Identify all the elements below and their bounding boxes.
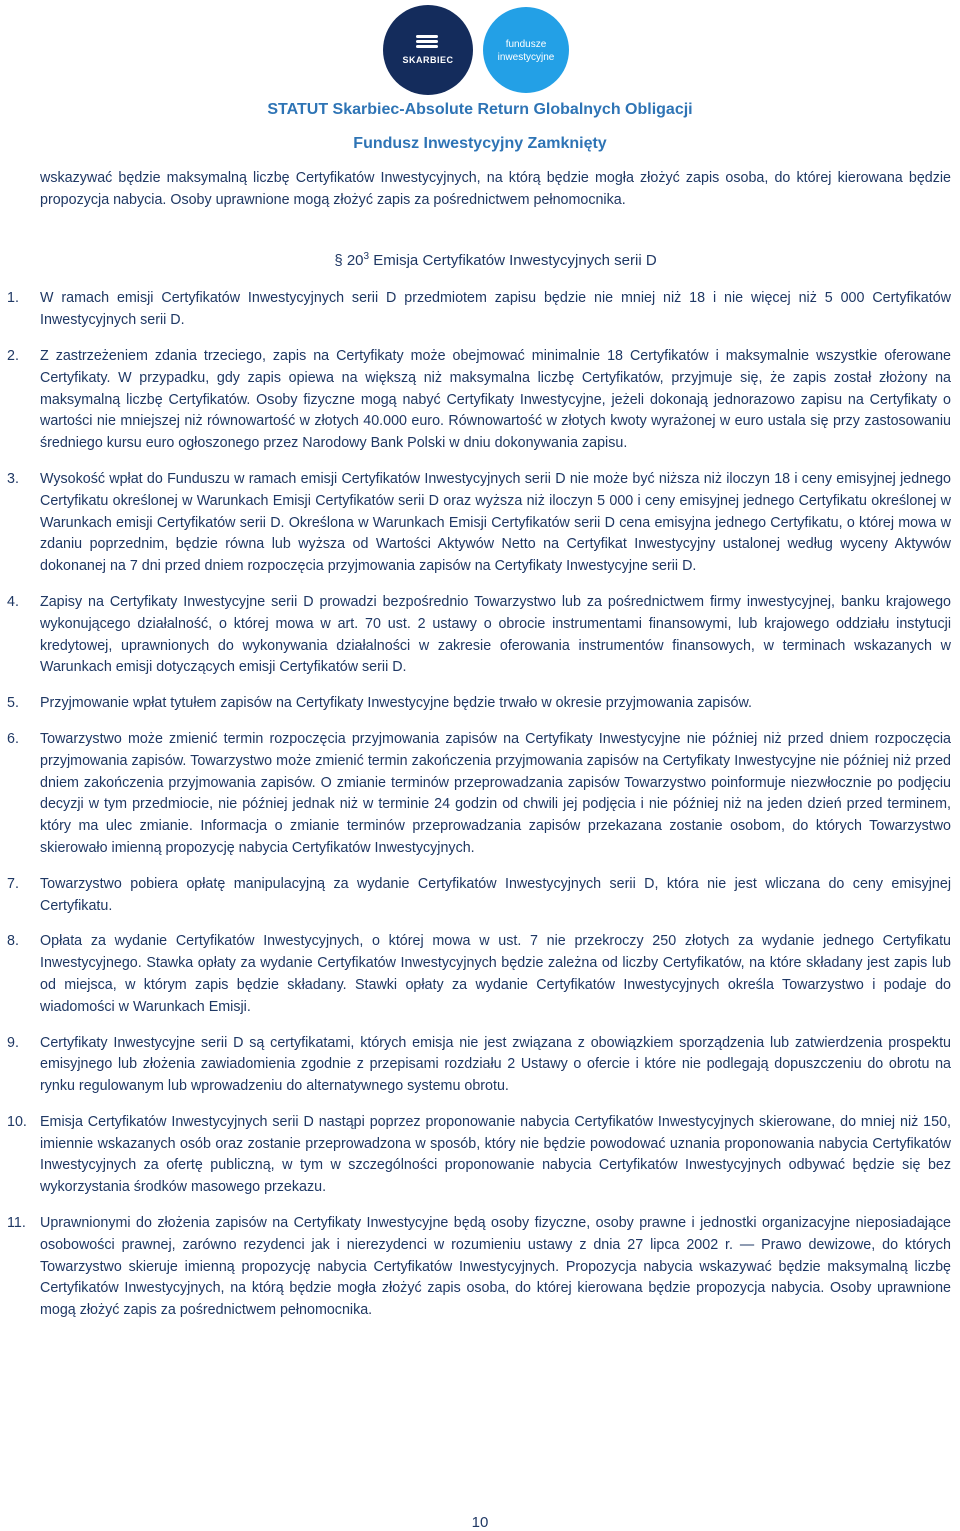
item-number: 5. — [7, 695, 19, 712]
skarbiec-mark-icon — [416, 35, 438, 49]
list-item — [7, 931, 951, 1018]
section-symbol: § — [334, 251, 343, 269]
item-text: Z zastrzeżeniem zdania trzeciego, zapis na Certyfikaty może obejmować minimalnie 18 Certyfikatów i maksymalnie wszystkie oferowane Certyfikaty. W przypadku, gdy zapis opiewa na większą niż maksymalna liczbę Certyfikatów, przyjmuje się, że zapis został złożony na maksymalną liczbę Certyfikatów. Osoby fizyczne mogą nabyć Certyfikaty Inwestycyjne, jeżeli dokonają jednorazowo zapisu na Certyfikaty o wartości nie mniejszej niż równowartość w złotych 40.000 euro. Równowartość w złotych kwoty wyrażonej w euro ustala się przy zastosowaniu średniego kursu euro ogłoszonego przez Narodowy Bank Polski w dniu dokonywania zapisu. — [40, 347, 951, 452]
item-number: 3. — [7, 470, 19, 487]
item-number: 10. — [7, 1113, 27, 1130]
section-title: Emisja Certyfikatów Inwestycyjnych serii D — [373, 251, 657, 269]
document-title: STATUT Skarbiec-Absolute Return Globalnych Obligacji — [267, 101, 693, 118]
fundusze-logo — [483, 7, 569, 93]
item-number: 6. — [7, 730, 19, 747]
skarbiec-brand-text: SKARBIEC — [402, 55, 454, 65]
item-number: 1. — [7, 290, 19, 307]
list-item — [7, 693, 951, 715]
list-item — [7, 346, 951, 455]
list-item — [7, 592, 951, 679]
item-text: Uprawnionymi do złożenia zapisów na Certyfikaty Inwestycyjne będą osoby fizyczne, osoby prawne i jednostki organizacyjne nieposiadające osobowości prawnej, zarówno rezydenci jak i nierezydenci w rozumieniu ustawy z dnia 27 lipca 2002 r. — Prawo dewizowe, do których Towarzystwo skieruje imienną propozycję nabycia Certyfikatów Inwestycyjnych. Propozycja nabycia wskazywać będzie maksymalną liczbę Certyfikatów Inwestycyjnych, na którą będzie mogła złożyć zapis osoba, do której kierowana będzie propozycja nabycia. Osoby uprawnione mogą złożyć zapis za pośrednictwem pełnomocnika. — [40, 1215, 951, 1319]
item-number: 9. — [7, 1034, 19, 1051]
item-number: 8. — [7, 933, 19, 950]
inwestycyjne-text: inwestycyjne — [497, 52, 555, 63]
section-heading — [40, 250, 951, 272]
item-text: Wysokość wpłat do Funduszu w ramach emisji Certyfikatów Inwestycyjnych serii D nie może być niższa niż iloczyn 18 i ceny emisyjnej jednego Certyfikatu określonej w Warunkach Emisji Certyfikatów serii D oraz wyższa niż iloczyn 5 000 i ceny emisyjnej jednego Certyfikatu określonej w Warunkach emisji Certyfikatów serii D. Określona w Warunkach Emisji Certyfikatów serii D cena emisyjna jednego Certyfikatu, o której mowa w zdaniu poprzednim, będzie równa lub wyższa od Wartości Aktywów Netto na Certyfikat Inwestycyjny ustalonej według wyceny Aktywów dokonanej na 7 dni przed dniem rozpoczęcia przyjmowania zapisów na Certyfikaty Inwestycyjne serii D. — [40, 470, 951, 575]
item-text: Towarzystwo może zmienić termin rozpoczęcia przyjmowania zapisów na Certyfikaty Inwestycyjne nie później niż przed dniem rozpoczęcia przyjmowania zapisów. Towarzystwo może zmienić termin zakończenia przyjmowania zapisów na Certyfikaty Inwestycyjne nie później niż przed dniem zakończenia przyjmowania zapisów. O zmianie terminów przeprowadzania zapisów Towarzystwo poinformuje niezwłocznie po podjęciu decyzji w tym przedmiocie, nie później jednak niż w terminie 24 godzin od chwili jej podjęcia i nie później niż na jeden dzień przed terminem, który ma ulec zmianie. Informacja o zmianie terminów przeprowadzania zapisów przekazana zostanie osobom, do których Towarzystwo skierowało imienną propozycję nabycia Certyfikatów Inwestycyjnych. — [40, 730, 951, 856]
list-item — [7, 1112, 951, 1199]
skarbiec-logo — [383, 5, 473, 95]
item-number: 2. — [7, 347, 19, 364]
item-text: Opłata za wydanie Certyfikatów Inwestycyjnych, o której mowa w ust. 7 nie przekroczy 250 złotych za wydanie jednego Certyfikatu Inwestycyjnego. Stawka opłaty za wydanie Certyfikatów Inwestycyjnych będzie zależna od liczby Certyfikatów, na które składany jest zapis lub od miejsca, w którym zapis będzie składany. Stawki opłaty za wydanie Certyfikatów Inwestycyjnych określa Towarzystwo i podaje do wiadomości w Warunkach Emisji. — [40, 933, 951, 1015]
list-item — [7, 288, 951, 332]
item-number: 11. — [7, 1215, 26, 1232]
item-text: Towarzystwo pobiera opłatę manipulacyjną za wydanie Certyfikatów Inwestycyjnych serii D, która nie jest wliczana do ceny emisyjnej Certyfikatu. — [40, 875, 951, 914]
page-number: 10 — [471, 1514, 489, 1531]
list-item — [7, 729, 951, 860]
list-item — [7, 1213, 951, 1322]
list-item — [7, 874, 951, 918]
list-item — [7, 469, 951, 578]
item-text: Emisja Certyfikatów Inwestycyjnych serii D nastąpi poprzez proponowanie nabycia Certyfikatów Inwestycyjnych skierowane, do mniej niż 150, imiennie wskazanych osób oraz zostanie przeprowadzona w sposób, który nie będzie powodować uznania proponowania nabycia Certyfikatów Inwestycyjnych za ofertę publiczną, w tym w szczególności proponowanie nabycia Certyfikatów Inwestycyjnych odbywać będzie się bez wykorzystania środków masowego przekazu. — [40, 1113, 951, 1196]
logos — [383, 5, 573, 95]
section-superscript: 3 — [363, 250, 370, 262]
item-number: 7. — [7, 875, 19, 892]
document-body — [7, 168, 951, 1336]
item-text: Certyfikaty Inwestycyjne serii D są certyfikatami, których emisja nie jest związana z obowiązkiem sporządzenia lub zatwierdzenia prospektu emisyjnego lub złożenia zawiadomienia zgodnie z przepisami rozdziału 2 Ustawy o ofercie i które nie podlegają dopuszczeniu do obrotu na rynku regulowanym lub wprowadzeniu do alternatywnego systemu obrotu. — [40, 1034, 951, 1095]
clause-list — [7, 288, 951, 1322]
intro-paragraph: wskazywać będzie maksymalną liczbę Certyfikatów Inwestycyjnych, na którą będzie mogła złożyć zapis osoba, do której kierowana będzie propozycja nabycia. Osoby uprawnione mogą złożyć zapis za pośrednictwem pełnomocnika. — [40, 170, 951, 208]
item-number: 4. — [7, 593, 19, 610]
fundusze-text: fundusze — [505, 39, 547, 50]
document-subtitle: Fundusz Inwestycyjny Zamknięty — [353, 135, 607, 152]
item-text: Przyjmowanie wpłat tytułem zapisów na Certyfikaty Inwestycyjne będzie trwało w okresie przyjmowania zapisów. — [40, 695, 752, 712]
section-number: 20 — [346, 251, 364, 269]
list-item — [7, 1033, 951, 1098]
item-text: W ramach emisji Certyfikatów Inwestycyjnych serii D przedmiotem zapisu będzie nie mniej niż 18 i nie więcej niż 5 000 Certyfikatów Inwestycyjnych serii D. — [40, 290, 951, 329]
item-text: Zapisy na Certyfikaty Inwestycyjne serii D prowadzi bezpośrednio Towarzystwo lub za pośrednictwem firmy inwestycyjnej, banku krajowego wykonującego działalność, o której mowa w art. 70 ust. 2 ustawy o obrocie instrumentami finansowymi, lub krajowego oddziału instytucji kredytowej, uprawnionych do wykonywania działalności w zakresie oferowania instrumentów finansowych, w terminach wskazanych w Warunkach emisji dotyczących emisji Certyfikatów serii D. — [40, 593, 951, 676]
